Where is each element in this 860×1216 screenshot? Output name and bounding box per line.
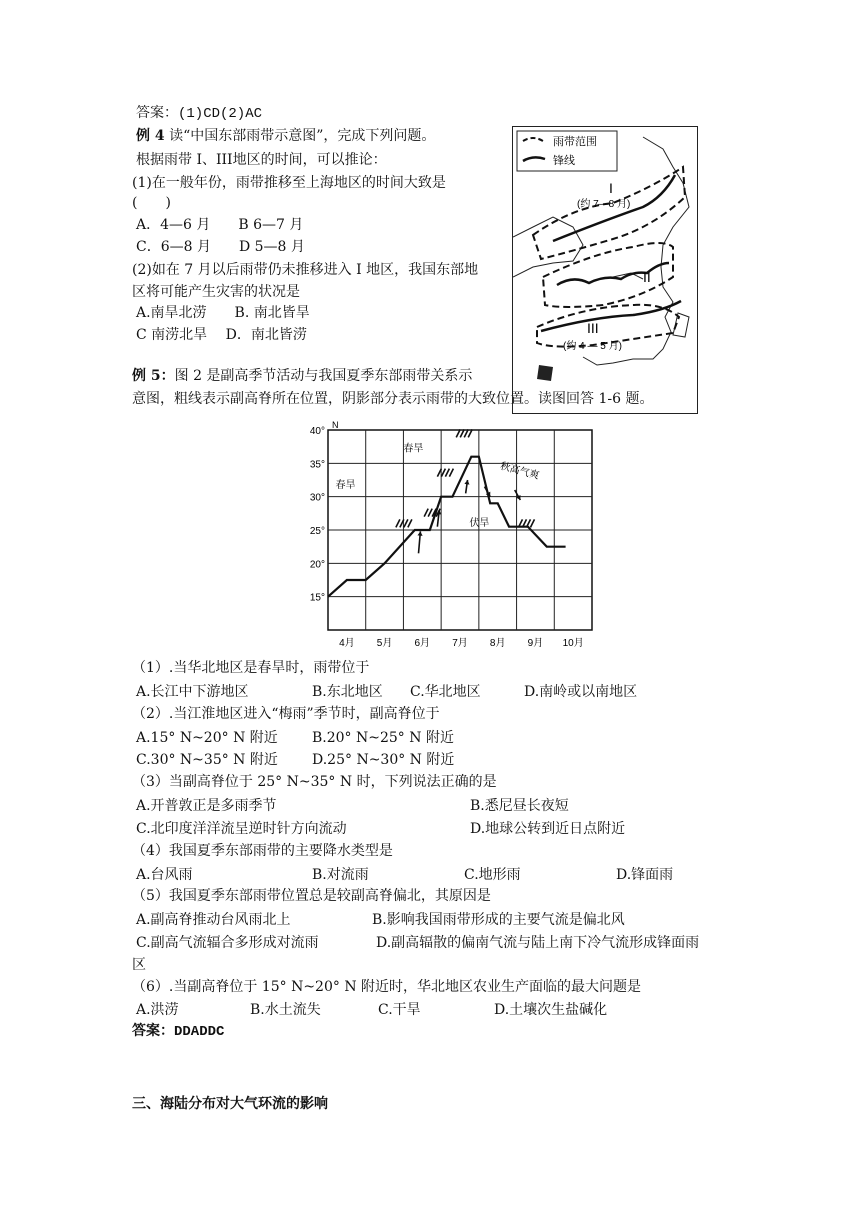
y-tick-label: 25° [309, 526, 325, 537]
hainan-island [537, 365, 553, 381]
ex4-q1-options-row1: A．4—6 月 B 6—7 月 [136, 217, 304, 233]
rain-belt-hatch [404, 519, 408, 527]
y-unit-label: N [332, 420, 339, 430]
spring-drought-label-north: 春旱 [403, 443, 424, 455]
rain-belt-hatch [424, 509, 428, 517]
q6-stem: （6）.当副高脊位于 15° N~20° N 附近时，华北地区农业生产面临的最大问题是 [132, 979, 642, 995]
q6-option-c: C.干旱 [378, 1002, 421, 1018]
q3-option-c: C.北印度洋洋流呈逆时针方向流动 [136, 821, 347, 837]
zone-3-time: (约 4 — 5 月) [563, 341, 622, 352]
x-tick-label: 5月 [376, 638, 393, 649]
ex4-q1-options-row2: C．6—8 月 D 5—8 月 [136, 239, 305, 255]
ex4-q2-options-row1: A.南旱北涝 B. 南北皆旱 [136, 305, 310, 321]
x-tick-label: 9月 [527, 638, 544, 649]
x-tick-label: 4月 [339, 638, 355, 649]
spring-drought-label-south: 春旱 [335, 480, 356, 491]
ex5-line2: 意图，粗线表示副高脊所在位置，阴影部分表示雨带的大致位置。读图回答 1-6 题。 [132, 391, 654, 407]
rain-belt-map [512, 126, 698, 414]
x-tick-label: 10月 [562, 638, 584, 649]
q2-option-d: D.25° N~30° N 附近 [312, 752, 455, 768]
answer-bottom: 答案：DDADDC [132, 1024, 225, 1040]
q5-option-d-wrap: 区 [132, 957, 146, 973]
subtropical-high-chart [302, 418, 602, 652]
rain-belt-hatch [396, 519, 400, 527]
q3-option-b: B.悉尼昼长夜短 [470, 798, 569, 814]
q2-option-b: B.20° N~25° N 附近 [312, 730, 454, 746]
y-tick-label: 35° [309, 459, 325, 471]
ex5-line1 [132, 366, 472, 386]
q4-option-b: B.对流雨 [312, 867, 369, 883]
ex5-line1-text: 图 2 是副高季节活动与我国夏季东部雨带关系示 [174, 368, 473, 384]
summer-drought-label: 伏旱 [469, 518, 490, 529]
q5-option-c: C.副高气流辐合多形成对流雨 [136, 935, 319, 951]
ex4-title [136, 126, 435, 146]
rain-belt-hatch [445, 469, 449, 477]
y-tick-label: 20° [309, 559, 325, 571]
q4-option-c: C.地形雨 [464, 867, 521, 883]
q2-option-c: C.30° N~35° N 附近 [136, 752, 278, 768]
q5-option-d: D.副高辐散的偏南气流与陆上南下冷气流形成锋面雨 [376, 935, 700, 951]
q1-option-a: A.长江中下游地区 [136, 684, 249, 700]
ex4-number: 例 4 [136, 128, 165, 144]
front-line-zone-2 [557, 263, 669, 285]
q1-option-b: B.东北地区 [312, 684, 383, 700]
q2-stem: （2）.当江淮地区进入“梅雨”季节时，副高脊位于 [132, 706, 440, 722]
zone-2-label: II [643, 269, 651, 285]
section-heading: 三、海陆分布对大气环流的影响 [132, 1096, 328, 1112]
y-tick-label: 15° [309, 592, 325, 604]
x-tick-label: 6月 [414, 638, 431, 649]
ex5-number: 例 5： [132, 368, 175, 384]
q6-option-d: D.土壤次生盐碱化 [494, 1002, 608, 1018]
q4-stem: （4）我国夏季东部雨带的主要降水类型是 [132, 843, 393, 859]
rain-belt-hatch [441, 469, 445, 477]
y-tick-label: 40° [309, 426, 325, 437]
front-line-zone-3 [541, 301, 681, 331]
ex4-title-text: 读“中国东部雨带示意图”，完成下列问题。 [169, 128, 436, 144]
q1-stem: （1）.当华北地区是春旱时，雨带位于 [132, 660, 370, 676]
x-tick-label: 7月 [452, 638, 468, 649]
ex4-intro: 根据雨带 I、III地区的时间，可以推论： [136, 152, 387, 168]
x-tick-label: 8月 [489, 638, 506, 649]
q4-option-a: A.台风雨 [136, 867, 193, 883]
q5-option-a: A.副高脊推动台风雨北上 [136, 912, 291, 928]
q5-stem: （5）我国夏季东部雨带位置总是较副高脊偏北，其原因是 [132, 888, 491, 904]
ex4-q1-paren: ( ) [132, 195, 171, 211]
q1-option-c: C.华北地区 [410, 684, 481, 700]
q6-option-a: A.洪涝 [136, 1002, 179, 1018]
q5-option-b: B.影响我国雨带形成的主要气流是偏北风 [372, 912, 625, 928]
ex4-q2-options-row2: C 南涝北旱 D．南北皆涝 [136, 327, 307, 343]
q3-option-a: A.开普敦正是多雨季节 [136, 798, 277, 814]
q4-option-d: D.锋面雨 [616, 867, 674, 883]
rain-belt-hatch [428, 509, 432, 517]
rain-belt-hatch [530, 519, 534, 527]
legend-rain-label: 雨带范围 [553, 136, 597, 148]
ex4-q1: (1)在一般年份，雨带推移至上海地区的时间大致是 [132, 175, 446, 191]
q1-option-d: D.南岭或以南地区 [524, 684, 638, 700]
zone-3-label: III [587, 320, 599, 336]
ex4-q2-line1: (2)如在 7 月以后雨带仍未推移进入 I 地区，我国东部地 [132, 262, 479, 278]
arrow-head [417, 531, 422, 535]
ex4-q2-line2: 区将可能产生灾害的状况是 [132, 284, 300, 300]
rain-belt-hatch [449, 469, 453, 477]
legend-front-label: 锋线 [553, 155, 575, 167]
q2-option-a: A.15° N~20° N 附近 [136, 730, 278, 746]
autumn-clear-label: 秋高气爽 [498, 460, 541, 482]
zone-1-time: (约 7—8 月) [577, 199, 631, 210]
chart-svg [302, 418, 602, 652]
rain-belt-hatch [408, 519, 412, 527]
q6-option-b: B.水土流失 [250, 1002, 321, 1018]
zone-1-label: I [609, 180, 613, 196]
y-tick-label: 30° [309, 492, 325, 504]
q3-stem: （3）当副高脊位于 25° N~35° N 时，下列说法正确的是 [132, 774, 497, 790]
q3-option-d: D.地球公转到近日点附近 [470, 821, 626, 837]
answer-top: 答案：(1)CD(2)AC [136, 106, 263, 122]
